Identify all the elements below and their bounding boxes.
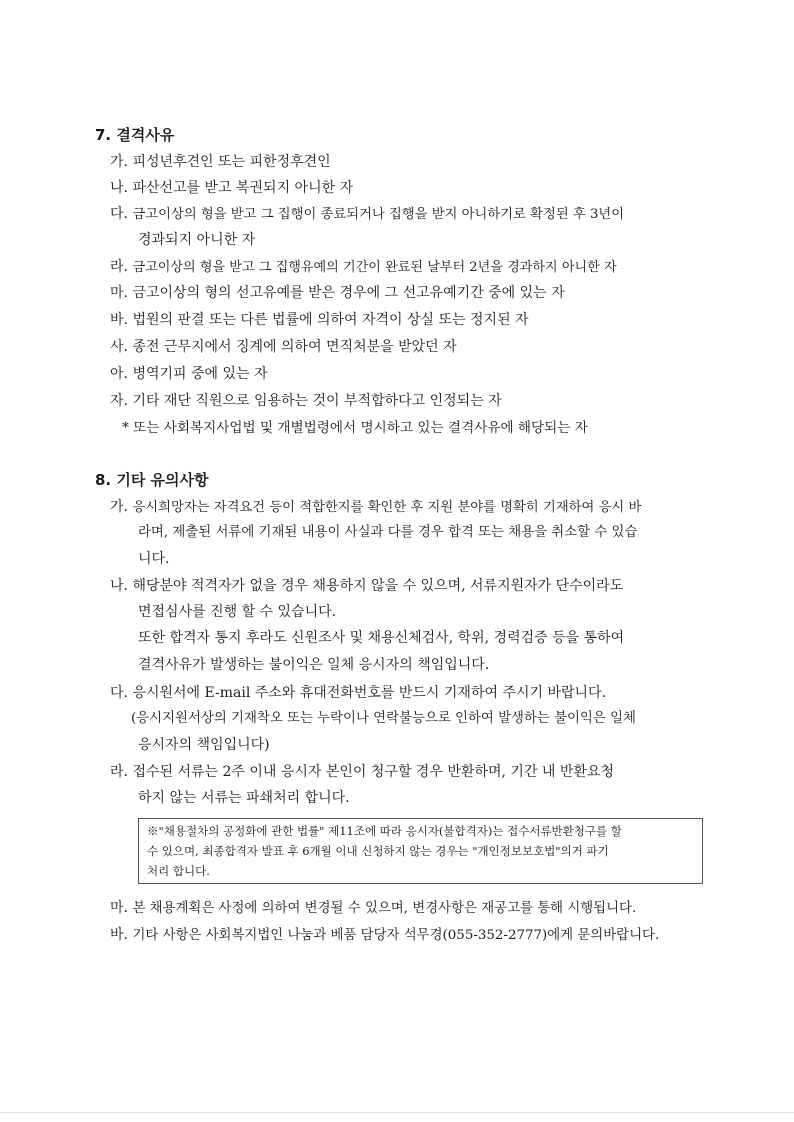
list-item-text: 응시희망자는 자격요건 등이 적합한지를 확인한 후 지원 분야를 명확히 기재하여 응시 바 xyxy=(132,500,642,515)
list-marker: 아. xyxy=(110,366,128,382)
list-marker: 나. xyxy=(110,180,128,196)
list-item-text: 금고이상의 형을 받고 그 집행이 종료되거나 집행을 받지 아니하기로 확정된 후 3년이 xyxy=(132,207,625,222)
list-item xyxy=(110,284,565,302)
list-marker: 나. xyxy=(110,578,128,594)
list-marker: 자. xyxy=(110,393,128,409)
list-item-text: 금고이상의 형의 선고유예를 받은 경우에 그 선고유예기간 중에 있는 자 xyxy=(132,285,565,301)
list-marker: 가. xyxy=(110,154,128,170)
list-item-text: 금고이상의 형을 받고 그 집행유예의 기간이 완료된 날부터 2년을 경과하지 아니한 자 xyxy=(132,260,617,275)
list-item-continuation: 또한 합격자 통지 후라도 신원조사 및 채용신체검사, 학위, 경력검증 등을 통하여 xyxy=(138,630,625,646)
notice-line: 처리 합니다. xyxy=(147,864,210,878)
list-item xyxy=(110,205,624,224)
list-item xyxy=(110,926,659,945)
list-item-text: 해당분야 적격자가 없을 경우 채용하지 않을 수 있으며, 서류지원자가 단수이라도 xyxy=(132,578,624,594)
list-item-text: 피성년후견인 또는 피한정후견인 xyxy=(132,154,331,170)
page-bottom-rule xyxy=(0,1112,794,1113)
list-item xyxy=(110,338,457,356)
list-item xyxy=(110,684,606,702)
section-7-heading: 7. 결격사유 xyxy=(95,126,175,144)
list-item-text: 접수된 서류는 2주 이내 응시자 본인이 청구할 경우 반환하며, 기간 내 반환요청 xyxy=(132,764,614,780)
list-item xyxy=(110,179,353,197)
notice-line: ※"채용절차의 공정화에 관한 법률" 제11조에 따라 응시자(불합격자)는 접수서류반환청구를 할 xyxy=(147,824,622,838)
list-item-continuation: 니다. xyxy=(138,551,170,567)
list-item xyxy=(110,258,617,277)
list-item xyxy=(110,498,641,517)
list-item-continuation: 결격사유가 발생하는 불이익은 일체 응시자의 책임입니다. xyxy=(138,657,490,673)
list-marker: 바. xyxy=(110,312,128,328)
list-marker: 다. xyxy=(110,206,128,222)
list-item-text: 파산선고를 받고 복권되지 아니한 자 xyxy=(132,180,354,196)
list-item-text: 종전 근무지에서 징계에 의하여 면직처분을 받았던 자 xyxy=(132,339,457,355)
list-item xyxy=(110,365,268,383)
list-item-continuation: 응시자의 책임입니다) xyxy=(138,737,270,753)
list-item-continuation: 라며, 제출된 서류에 기재된 내용이 사실과 다를 경우 합격 또는 채용을 취소할 수 있습 xyxy=(138,525,638,540)
list-item xyxy=(110,311,529,329)
list-item-continuation: (응시지원서상의 기재착오 또는 누락이나 연락불능으로 인하여 발생하는 불이익은 일체 xyxy=(131,711,636,726)
list-marker: 마. xyxy=(110,285,128,301)
list-item xyxy=(110,763,614,781)
list-item-continuation: 경과되지 아니한 자 xyxy=(138,232,256,248)
list-marker: 사. xyxy=(110,339,128,355)
section-7-footnote: * 또는 사회복지사업법 및 개별법령에서 명시하고 있는 결격사유에 해당되는 자 xyxy=(122,420,588,436)
notice-box xyxy=(138,818,703,884)
list-marker: 마. xyxy=(110,900,128,916)
list-marker: 가. xyxy=(110,499,128,515)
list-marker: 라. xyxy=(110,764,128,780)
list-item-text: 기타 사항은 사회복지법인 나눔과 베품 담당자 석무경(055-352-2777)에게 문의바랍니다. xyxy=(132,928,660,943)
list-item-text: 법원의 판결 또는 다른 법률에 의하여 자격이 상실 또는 정지된 자 xyxy=(132,312,529,328)
list-item-text: 응시원서에 E-mail 주소와 휴대전화번호를 반드시 기재하여 주시기 바랍니다. xyxy=(132,685,607,701)
list-marker: 바. xyxy=(110,927,128,943)
list-marker: 라. xyxy=(110,259,128,275)
list-item-continuation: 하지 않는 서류는 파쇄처리 합니다. xyxy=(138,790,350,806)
list-item xyxy=(110,392,502,410)
list-item-continuation: 면접심사를 진행 할 수 있습니다. xyxy=(138,604,337,620)
list-item xyxy=(110,577,623,595)
list-item-text: 본 채용계획은 사정에 의하여 변경될 수 있으며, 변경사항은 재공고를 통해 시행됩니다. xyxy=(132,901,637,916)
list-item-text: 기타 재단 직원으로 임용하는 것이 부적합하다고 인정되는 자 xyxy=(132,393,502,409)
list-item xyxy=(110,899,636,918)
notice-line: 수 있으며, 최종합격자 발표 후 6개월 이내 신청하지 않는 경우는 "개인정보보호법"의거 파기 xyxy=(147,844,609,858)
list-item-text: 병역기피 중에 있는 자 xyxy=(132,366,268,382)
list-marker: 다. xyxy=(110,685,128,701)
list-item xyxy=(110,153,331,171)
section-8-heading: 8. 기타 유의사항 xyxy=(95,471,209,489)
